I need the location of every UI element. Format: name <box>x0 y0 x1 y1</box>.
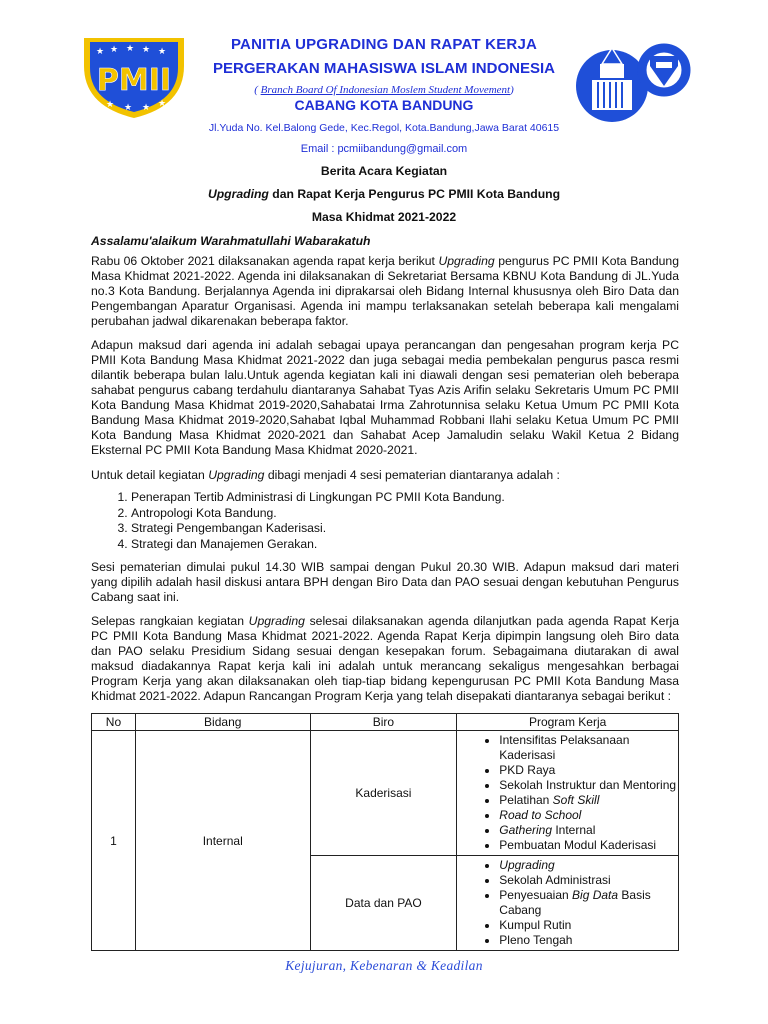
header-committee-title: PANITIA UPGRADING DAN RAPAT KERJA <box>230 36 538 53</box>
paragraph-4: Sesi pematerian dimulai pukul 14.30 WIB sampai dengan Pukul 20.30 WIB. Adapun maksud dari materi yang dipilih adalah hasil diskusi antara BPH dengan Biro Data dan PAO sesuai dengan kebutuhan Pengurus Cabang saat ini. <box>91 560 679 604</box>
list-item: • Penyesuaian Big Data Basis Cabang <box>499 888 678 918</box>
svg-text:★: ★ <box>142 103 151 113</box>
table-header-row <box>92 714 679 731</box>
cell-no: 1 <box>92 731 136 951</box>
svg-text:★: ★ <box>124 103 133 113</box>
doc-subtitle: Upgrading dan Rapat Kerja Pengurus PC PMII Kota Bandung <box>207 187 561 201</box>
paragraph-5: Selepas rangkaian kegiatan Upgrading selesai dilaksanakan agenda dilanjutkan pada agenda Rapat Kerja PC PMII Kota Bandung Masa Khidmat 2021-2022. Agenda Rapat Kerja dipimpin langsung oleh Biro data dan PAO selaku Presidium Sidang sesuai dengan kesepakan forum. Sebagaimana diutarakan di awal maksud diadakannya Rapat kerja kali ini adalah untuk merancang sekaligus mengesahkan berbagai Program Kerja yang akan dilaksanakan oleh tiap-tiap bidang kepengurusan PC PMII Kota Bandung Masa Khidmat 2021-2022. Adapun Rancangan Program Kerja yang telah disepakati diantaranya sebagai berikut : <box>91 614 679 703</box>
list-item: • Kumpul Rutin <box>499 918 678 933</box>
header-bidang: Bidang <box>135 714 310 731</box>
list-item: • PKD Raya <box>499 763 678 778</box>
letterhead <box>0 0 768 160</box>
list-item: • Intensifitas Pelaksanaan Kaderisasi <box>499 733 678 763</box>
svg-text:★: ★ <box>126 44 135 54</box>
list-item: • Pembuatan Modul Kaderisasi <box>499 838 678 853</box>
paragraph-1: Rabu 06 Oktober 2021 dilaksanakan agenda rapat kerja berikut Upgrading pengurus PC PMII Kota Bandung Masa Khidmat 2021-2022. Agenda ini dilaksanakan di Sekretariat Bersama KBNU Kota Bandung di JL.Yuda no.3 Kota Bandung. Berjalannya Agenda ini diprakarsai oleh Bidang Internal khususnya oleh Biro Data dan Pengembangan Aparatur Organisasi. Agenda ini mampu terlaksanakan setelah beberapa kali mengalami perubahan jadwal dikarenakan beberapa faktor. <box>91 254 679 328</box>
header-english-name: ( Branch Board Of Indonesian Moslem Student Movement) <box>254 84 514 96</box>
cell-program-kaderisasi <box>457 731 679 856</box>
list-item: • Pleno Tengah <box>499 933 678 948</box>
list-item: 1. Penerapan Tertib Administrasi di Lingkungan PC PMII Kota Bandung. <box>131 490 505 506</box>
header-program-kerja: Program Kerja <box>457 714 679 731</box>
paragraph-3: Untuk detail kegiatan Upgrading dibagi menjadi 4 sesi pematerian diantaranya adalah : <box>91 468 560 482</box>
svg-text:★: ★ <box>110 45 119 55</box>
doc-title: Berita Acara Kegiatan <box>320 164 448 178</box>
greeting: Assalamu'alaikum Warahmatullahi Wabarakatuh <box>91 234 371 248</box>
header-organization-name: PERGERAKAN MAHASISWA ISLAM INDONESIA <box>213 60 555 77</box>
svg-text:★: ★ <box>158 99 167 109</box>
header-branch-name: CABANG KOTA BANDUNG <box>294 97 474 113</box>
list-item: • Pelatihan Soft Skill <box>499 793 678 808</box>
svg-text:★: ★ <box>106 100 115 110</box>
header-biro: Biro <box>310 714 457 731</box>
agenda-list <box>91 490 505 552</box>
list-item: • Sekolah Instruktur dan Mentoring <box>499 778 678 793</box>
list-item: 2. Antropologi Kota Bandung. <box>131 506 505 522</box>
list-item: • Sekolah Administrasi <box>499 873 678 888</box>
header-email: Email : pcmiibandung@gmail.com <box>300 143 468 155</box>
header-address: Jl.Yuda No. Kel.Balong Gede, Kec.Regol, Kota.Bandung,Jawa Barat 40615 <box>208 122 560 134</box>
cell-program-data-pao <box>457 856 679 951</box>
footer-motto: Kejujuran, Kebenaran & Keadilan <box>285 958 483 973</box>
doc-period: Masa Khidmat 2021-2022 <box>311 210 457 224</box>
svg-text:★: ★ <box>142 45 151 55</box>
svg-text:★: ★ <box>96 47 105 57</box>
list-item: 4. Strategi dan Manajemen Gerakan. <box>131 537 505 553</box>
list-item: • Gathering Internal <box>499 823 678 838</box>
list-item: • Upgrading <box>499 858 678 873</box>
svg-text:★: ★ <box>158 47 167 57</box>
svg-text:PMII: PMII <box>96 63 172 98</box>
cell-biro-kaderisasi: Kaderisasi <box>310 731 457 856</box>
cell-biro-data-pao: Data dan PAO <box>310 856 457 951</box>
program-kerja-table <box>91 713 679 951</box>
table-row <box>92 731 679 856</box>
cell-bidang: Internal <box>135 731 310 951</box>
list-item: 3. Strategi Pengembangan Kaderisasi. <box>131 521 505 537</box>
paragraph-2: Adapun maksud dari agenda ini adalah sebagai upaya perancangan dan pengesahan program kerja PC PMII Kota Bandung Masa Khidmat 2021-2022 dan juga sebagai media pembekalan pengurus pasca resmi dilantik beberapa bulan lalu.Untuk agenda kegiatan kali ini diawali dengan sesi pematerian oleh beberapa sahabat pengurus cabang terdahulu diantaranya Sahabat Tyas Azis Arifin selaku Sekretaris Umum PC PMII Kota Bandung Masa Khidmat 2019-2020,Sahabatai Irma Zahrotunnisa selaku Ketua Umum PC PMII Kota Bandung Masa Khidmat 2019-2020,Sahabat Iqbal Muhammad Robbani Ilahi selaku Ketua Umum PC PMII Kota Bandung Masa Khidmat 2020-2021 dan Sahabat Acep Jamaludin selaku Wakil Ketua 2 Bidang Eksternal PC PMII Kota Bandung Masa Khidmat 2020-2021. <box>91 338 679 457</box>
list-item: • Road to School <box>499 808 678 823</box>
header-no: No <box>92 714 136 731</box>
